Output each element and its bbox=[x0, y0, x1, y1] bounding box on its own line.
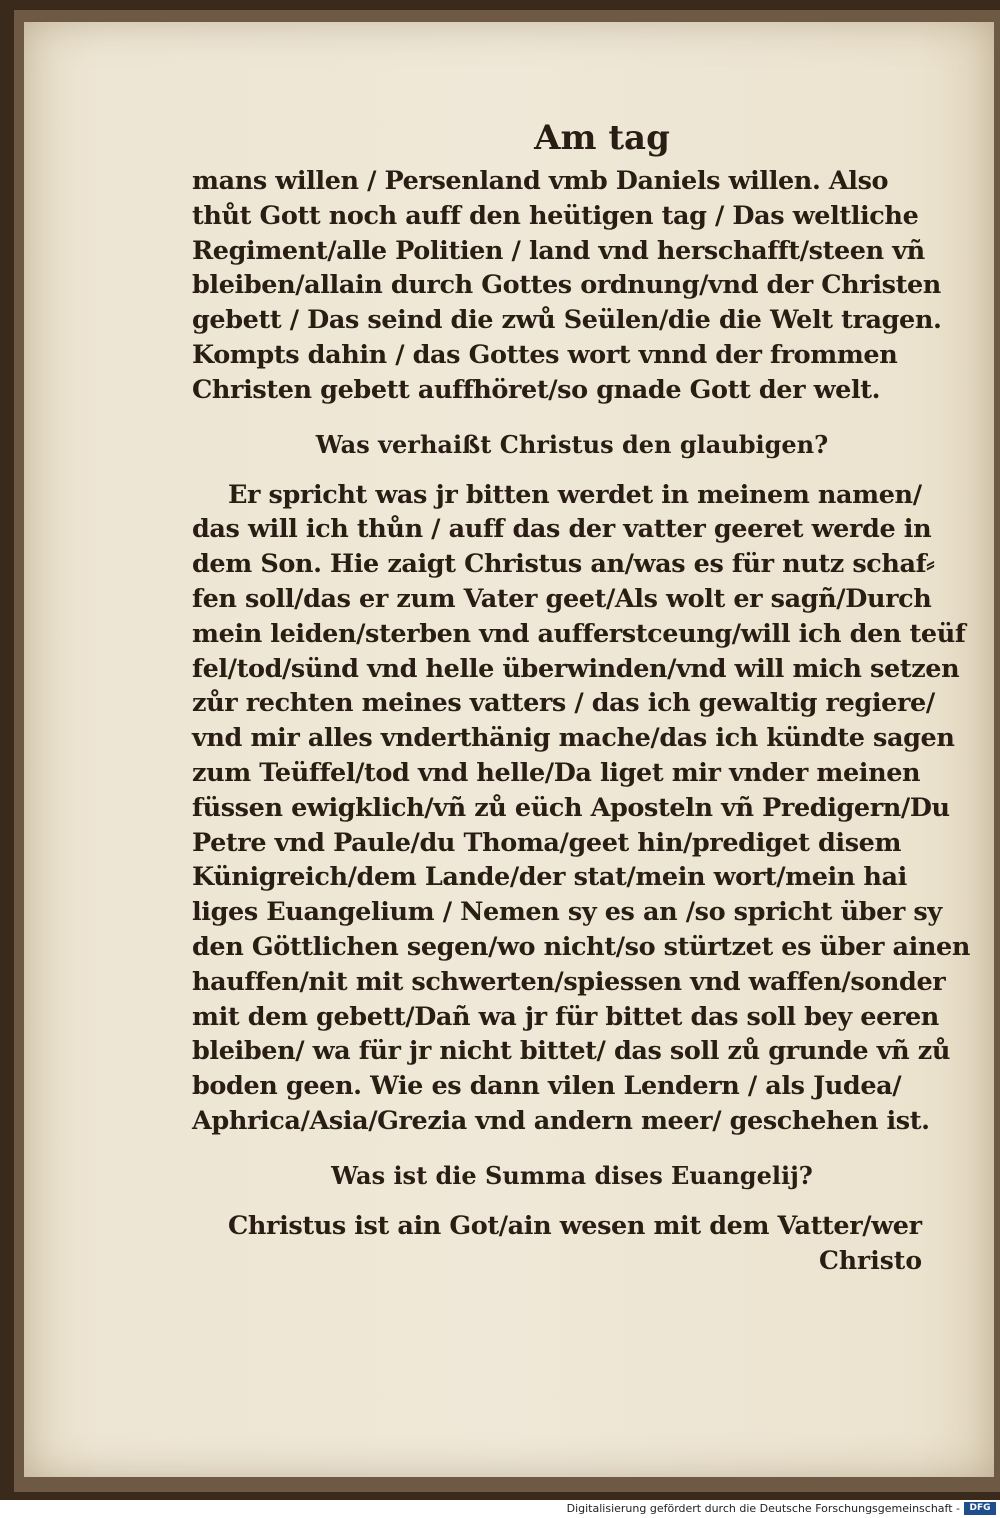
paragraph-1 bbox=[192, 164, 952, 408]
text-line: Aphrica/Asia/Grezia vnd andern meer/ geschehen ist. bbox=[192, 1105, 930, 1136]
text-line: Er spricht was jr bitten werdet in meinem namen/ bbox=[228, 479, 922, 510]
text-line: gebett / Das seind die zwů Seülen/die die Welt tragen. bbox=[192, 305, 942, 336]
text-line: Künigreich/dem Lande/der stat/mein wort/mein hai bbox=[192, 862, 907, 893]
text-line: thůt Gott noch auff den heütigen tag / Das weltliche bbox=[192, 200, 919, 231]
text-line: zůr rechten meines vatters / das ich gewaltig regiere/ bbox=[192, 688, 935, 719]
digitization-footer bbox=[0, 1500, 1000, 1518]
text-line: Petre vnd Paule/du Thoma/geet hin/prediget disem bbox=[192, 827, 902, 858]
running-head: Am tag bbox=[534, 118, 670, 158]
text-line: boden geen. Wie es dann vilen Lendern / als Judea/ bbox=[192, 1071, 902, 1102]
section-heading-1: Was verhaißt Christus den glaubigen? bbox=[315, 429, 829, 459]
text-line: Christen gebett auffhöret/so gnade Gott der welt. bbox=[192, 374, 881, 405]
text-line: Christus ist ain Got/ain wesen mit dem Vatter/wer bbox=[228, 1210, 922, 1241]
text-block bbox=[192, 118, 970, 1278]
text-line: bleiben/ wa für jr nicht bittet/ das soll zů grunde vñ zů bbox=[192, 1036, 950, 1067]
paragraph-2 bbox=[192, 478, 970, 1139]
text-line: Kompts dahin / das Gottes wort vnnd der frommen bbox=[192, 339, 898, 370]
text-line: mit dem gebett/Dañ wa jr für bittet das soll bey eeren bbox=[192, 1001, 939, 1032]
section-heading-2: Was ist die Summa dises Euangelij? bbox=[331, 1160, 813, 1190]
text-line: vnd mir alles vnderthänig mache/das ich kündte sagen bbox=[192, 723, 955, 754]
text-line: zum Teüffel/tod vnd helle/Da liget mir vnder meinen bbox=[192, 757, 921, 788]
text-line: Regiment/alle Politien / land vnd herschafft/steen vñ bbox=[192, 235, 925, 266]
footer-credit: Digitalisierung gefördert durch die Deutsche Forschungsgemeinschaft - bbox=[566, 1502, 960, 1515]
text-line: den Göttlichen segen/wo nicht/so stürtzet es über ainen bbox=[192, 931, 970, 962]
text-line: dem Son. Hie zaigt Christus an/was es für nutz schaf⸗ bbox=[192, 549, 935, 580]
text-line: bleiben/allain durch Gottes ordnung/vnd der Christen bbox=[192, 270, 941, 301]
text-line: hauffen/nit mit schwerten/spiessen vnd waffen/sonder bbox=[192, 966, 946, 997]
catchword: Christo bbox=[818, 1245, 922, 1275]
text-line: mans willen / Persenland vmb Daniels willen. Also bbox=[192, 166, 889, 196]
text-line: liges Euangelium / Nemen sy es an /so spricht über sy bbox=[192, 897, 942, 928]
paragraph-3 bbox=[192, 1209, 952, 1244]
text-line: fel/tod/sünd vnd helle überwinden/vnd will mich setzen bbox=[192, 653, 960, 684]
dfg-logo-icon: DFG bbox=[964, 1502, 996, 1515]
text-line: das will ich thůn / auff das der vatter geeret werde in bbox=[192, 514, 932, 545]
text-line: mein leiden/sterben vnd aufferstceung/will ich den teüf bbox=[192, 618, 966, 649]
text-line: füssen ewigklich/vñ zů eüch Aposteln vñ Predigern/Du bbox=[192, 792, 950, 823]
text-line: fen soll/das er zum Vater geet/Als wolt er sagñ/Durch bbox=[192, 583, 932, 614]
book-page bbox=[24, 22, 994, 1477]
